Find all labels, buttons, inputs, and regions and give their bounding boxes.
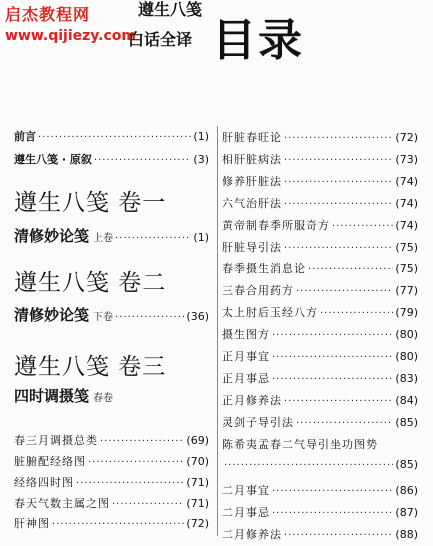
toc-entry-label: 春三月调摄总类 <box>14 434 98 447</box>
leader-dots <box>115 233 191 244</box>
toc-entry-label: 二月事宜 <box>222 484 270 497</box>
toc-entry-page: (36) <box>186 310 209 323</box>
leader-dots <box>272 330 393 341</box>
toc-entry-preface[interactable] <box>14 128 209 144</box>
chapter-label: 清修妙论笺 <box>14 227 90 245</box>
toc-entry-page: (74) <box>395 197 418 210</box>
leader-dots <box>52 519 184 530</box>
toc-entry-label: 前言 <box>14 130 36 143</box>
toc-entry-volume-3[interactable] <box>14 385 209 406</box>
toc-entry-page: (72) <box>395 131 418 144</box>
toc-entry[interactable] <box>14 453 209 469</box>
leader-dots <box>112 499 184 510</box>
toc-entry-page: (85) <box>395 458 418 471</box>
toc-entry-page: (1) <box>193 130 209 143</box>
leader-dots <box>76 478 184 489</box>
toc-entry[interactable] <box>14 432 209 448</box>
toc-entry[interactable] <box>222 151 418 167</box>
toc-entry-label: 二月事忌 <box>222 506 270 519</box>
leader-dots <box>284 133 393 144</box>
leader-dots <box>284 199 393 210</box>
leader-dots <box>284 177 393 188</box>
leader-dots <box>308 264 393 275</box>
toc-entry-page: (77) <box>395 284 418 297</box>
leader-dots <box>284 155 393 166</box>
toc-entry-label: 春天气数主属之图 <box>14 497 110 510</box>
toc-entry[interactable] <box>222 526 418 542</box>
toc-entry-label: 三春合用药方 <box>222 284 294 297</box>
leader-dots <box>88 457 184 468</box>
toc-entry-page: (85) <box>395 416 418 429</box>
chapter-label: 四时调摄笺 <box>14 387 90 405</box>
toc-entry-label: 相肝脏病法 <box>222 153 282 166</box>
toc-entry-volume-1[interactable] <box>14 225 209 246</box>
toc-entry-page: (71) <box>186 497 209 510</box>
toc-entry[interactable] <box>222 217 418 233</box>
leader-dots <box>224 460 393 471</box>
toc-entry[interactable] <box>222 239 418 255</box>
toc-entry-page: (3) <box>193 153 209 166</box>
leader-dots <box>115 312 184 323</box>
toc-entry-label: 灵剑子导引法 <box>222 416 294 429</box>
toc-entry[interactable] <box>222 392 418 408</box>
toc-entry-page: (80) <box>395 328 418 341</box>
toc-entry[interactable] <box>14 515 209 531</box>
toc-entry-page: (73) <box>395 153 418 166</box>
leader-dots <box>272 486 393 497</box>
toc-entry-page: (1) <box>193 231 209 244</box>
toc-entry[interactable] <box>222 370 418 386</box>
toc-entry[interactable] <box>222 504 418 520</box>
toc-entry-page: (74) <box>395 175 418 188</box>
toc-entry-page: (84) <box>395 394 418 407</box>
toc-heading: 目录 <box>212 15 304 66</box>
toc-entry[interactable] <box>222 129 418 145</box>
toc-entry-page: (75) <box>395 262 418 275</box>
part-label: 春卷 <box>93 393 114 404</box>
toc-entry-label: 脏腑配经络图 <box>14 455 86 468</box>
toc-entry-page: (88) <box>395 528 418 541</box>
leader-dots <box>284 243 393 254</box>
toc-entry-label: 经络四时图 <box>14 476 74 489</box>
watermark-site-name: 启杰教程网 <box>5 5 91 24</box>
toc-entry-page: (72) <box>186 517 209 530</box>
toc-entry-page: (80) <box>395 350 418 363</box>
book-subtitle: 白话全译 <box>128 30 193 49</box>
toc-entry-page: (86) <box>395 484 418 497</box>
toc-entry-page: (70) <box>186 455 209 468</box>
leader-dots <box>296 418 393 429</box>
toc-entry-label: 正月事忌 <box>222 372 270 385</box>
chapter-label: 清修妙论笺 <box>14 306 90 324</box>
toc-entry[interactable] <box>222 414 418 430</box>
toc-entry[interactable] <box>222 348 418 364</box>
volume-title-2: 遵生八笺 卷二 <box>14 270 167 296</box>
leader-dots <box>272 508 393 519</box>
toc-entry[interactable] <box>222 326 418 342</box>
toc-entry-page: (83) <box>395 372 418 385</box>
toc-entry-original-preface[interactable] <box>14 151 209 167</box>
leader-dots <box>284 530 393 541</box>
toc-entry-label: 正月修养法 <box>222 394 282 407</box>
leader-dots <box>38 132 191 143</box>
toc-entry-label: 修养肝脏法 <box>222 175 282 188</box>
toc-entry[interactable] <box>222 482 418 498</box>
watermark-url: www.qijiezy.com <box>5 28 136 44</box>
toc-entry-label: 春季摄生消息论 <box>222 262 306 275</box>
part-label: 下卷 <box>93 312 114 323</box>
toc-entry-label: 太上肘后玉经八方 <box>222 306 318 319</box>
toc-entry-label: 肝神图 <box>14 517 50 530</box>
part-label: 上卷 <box>93 233 114 244</box>
toc-entry-label: 陈希夷孟春二气导引坐功图势 <box>222 438 378 451</box>
toc-entry[interactable] <box>14 495 209 511</box>
toc-entry-page: (79) <box>395 306 418 319</box>
toc-entry-label: 二月修养法 <box>222 528 282 541</box>
leader-dots <box>272 352 393 363</box>
toc-entry-multiline[interactable] <box>222 436 418 452</box>
volume-title-1: 遵生八笺 卷一 <box>14 190 167 216</box>
leader-dots <box>94 155 192 166</box>
toc-entry[interactable] <box>222 304 418 320</box>
toc-entry-page: (75) <box>395 241 418 254</box>
toc-entry[interactable] <box>222 173 418 189</box>
toc-entry-volume-2[interactable] <box>14 304 209 325</box>
toc-entry-continuation[interactable] <box>222 458 418 471</box>
toc-entry[interactable] <box>222 195 418 211</box>
toc-entry-page: (74) <box>395 219 418 232</box>
leader-dots <box>320 308 393 319</box>
column-divider <box>217 126 218 536</box>
toc-entry[interactable] <box>14 474 209 490</box>
toc-entry-label: 黄帝制春季所服奇方 <box>222 219 330 232</box>
toc-entry-page: (87) <box>395 506 418 519</box>
leader-dots <box>100 436 184 447</box>
book-title: 遵生八笺 <box>138 0 203 19</box>
toc-entry-label: 六气治肝法 <box>222 197 282 210</box>
leader-dots <box>272 374 393 385</box>
toc-entry-label: 遵生八笺 · 原叙 <box>14 153 92 166</box>
toc-entry[interactable] <box>222 260 418 276</box>
leader-dots <box>284 396 393 407</box>
toc-entry-label: 肝脏导引法 <box>222 241 282 254</box>
toc-entry-page: (71) <box>186 476 209 489</box>
leader-dots <box>296 286 393 297</box>
toc-entry-label: 摄生图方 <box>222 328 270 341</box>
toc-entry-label: 肝脏春旺论 <box>222 131 282 144</box>
leader-dots <box>332 221 393 232</box>
toc-entry[interactable] <box>222 282 418 298</box>
volume-title-3: 遵生八笺 卷三 <box>14 354 167 380</box>
toc-entry-page: (69) <box>186 434 209 447</box>
toc-entry-label: 正月事宜 <box>222 350 270 363</box>
